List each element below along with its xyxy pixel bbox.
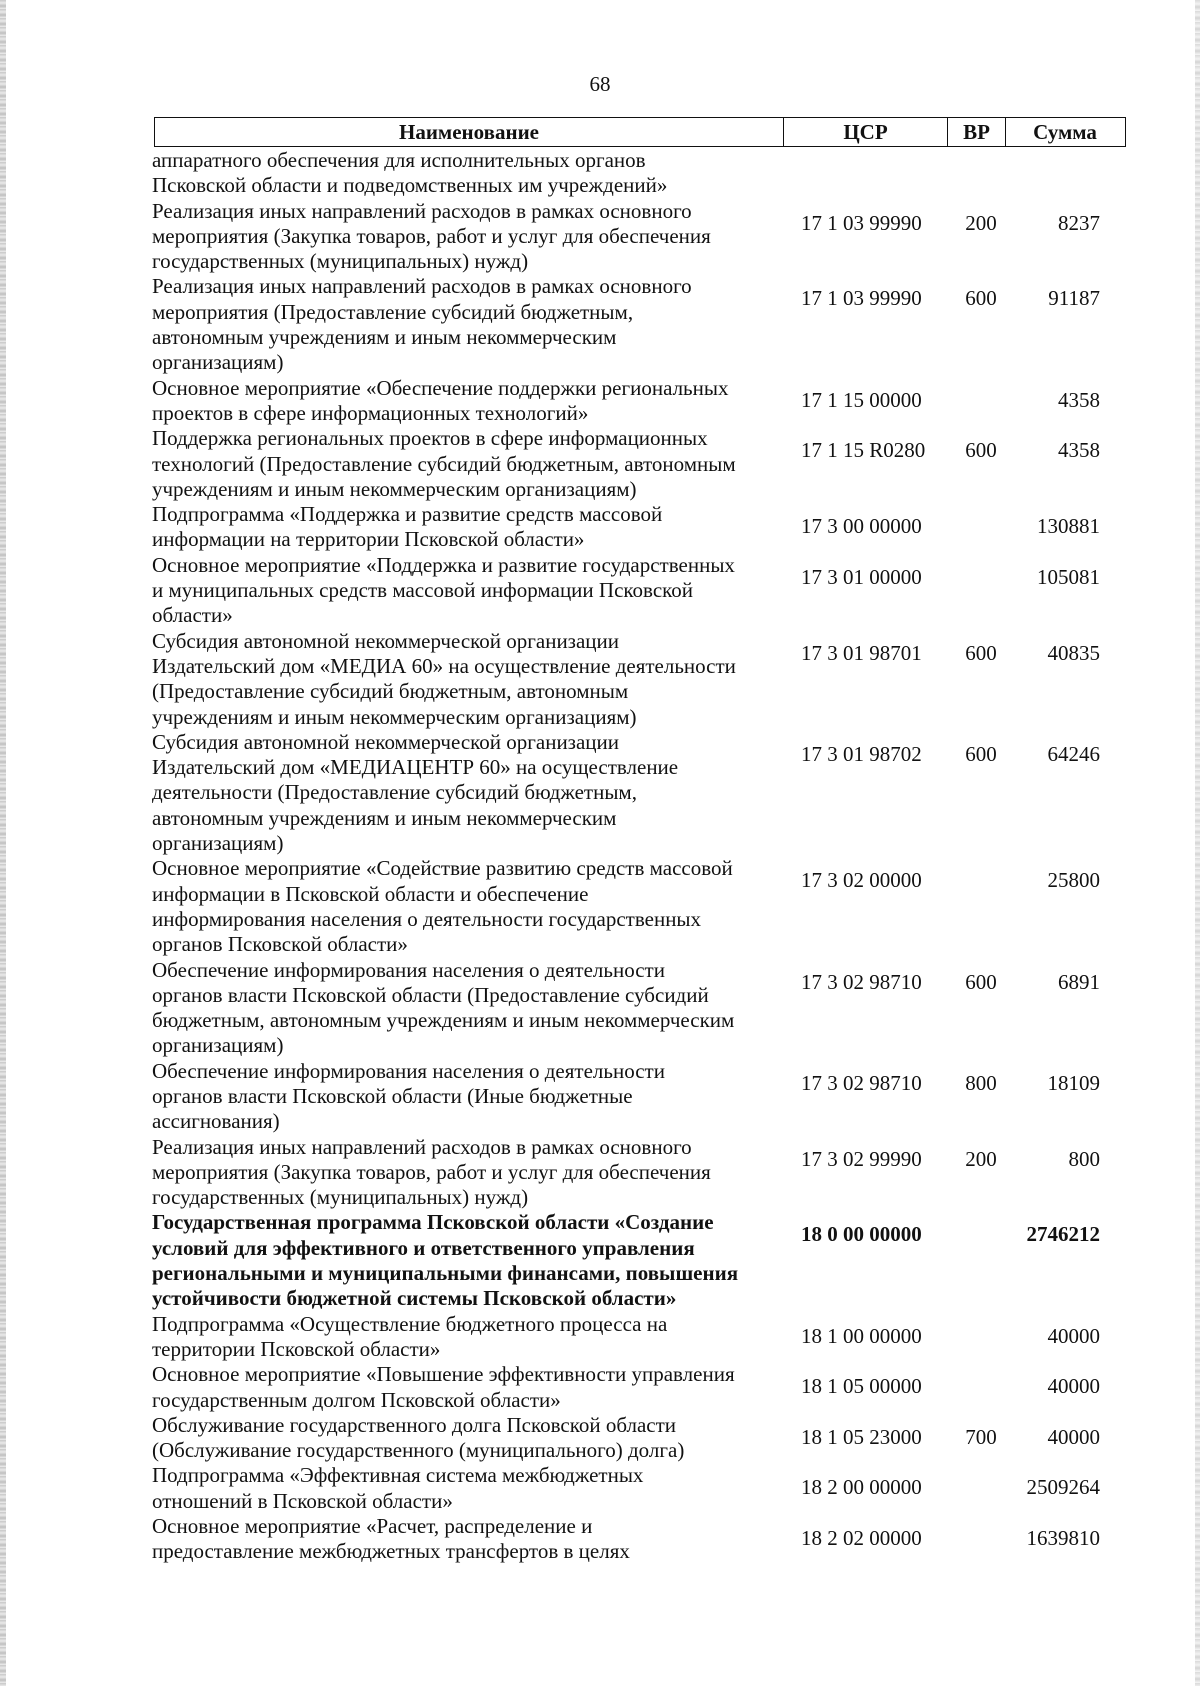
row-sum: 130881 [1037, 514, 1100, 539]
row-name-line: Обеспечение информирования населения о деятельности [152, 957, 665, 982]
row-name-line: устойчивости бюджетной системы Псковской области» [152, 1286, 677, 1311]
row-name-line: организациям) [152, 1033, 284, 1058]
row-name [152, 274, 784, 375]
row-name-line: информации на территории Псковской области» [152, 527, 585, 552]
row-sum: 8237 [1058, 210, 1100, 235]
row-name-line: Подпрограмма «Осуществление бюджетного процесса на [152, 1311, 668, 1336]
row-name-line: проектов в сфере информационных технологий» [152, 400, 589, 425]
row-name [152, 426, 784, 502]
row-vr: 600 [965, 969, 997, 994]
row-csr: 17 1 03 99990 [801, 210, 922, 235]
row-name [152, 1135, 784, 1211]
row-name-line: Реализация иных направлений расходов в рамках основного [152, 1134, 692, 1159]
row-name-line: информирования населения о деятельности государственных [152, 906, 702, 931]
row-vr: 600 [965, 438, 997, 463]
row-name-line: Издательский дом «МЕДИА 60» на осуществление деятельности [152, 653, 736, 678]
row-sum: 40000 [1047, 1374, 1100, 1399]
row-csr: 18 2 02 00000 [801, 1526, 922, 1551]
row-csr: 17 3 02 00000 [801, 868, 922, 893]
row-name-line: органов власти Псковской области (Иные бюджетные [152, 1083, 633, 1108]
row-name-line: Субсидия автономной некоммерческой организации [152, 729, 620, 754]
row-csr: 17 3 00 00000 [801, 514, 922, 539]
row-name [152, 1210, 784, 1311]
row-name-line: территории Псковской области» [152, 1336, 441, 1361]
row-name-line: Основное мероприятие «Обеспечение поддержки региональных [152, 375, 729, 400]
row-sum: 40000 [1047, 1424, 1100, 1449]
table-row [152, 199, 1132, 275]
row-vr: 600 [965, 286, 997, 311]
table-row [152, 426, 1132, 502]
row-name-line: региональными и муниципальными финансами, повышения [152, 1261, 739, 1286]
row-name [152, 1463, 784, 1514]
row-csr: 17 1 03 99990 [801, 286, 922, 311]
row-csr: 17 3 02 99990 [801, 1146, 922, 1171]
row-sum: 25800 [1047, 868, 1100, 893]
row-name-line: государственным долгом Псковской области» [152, 1387, 561, 1412]
row-name [152, 1312, 784, 1363]
table-row [152, 1463, 1132, 1514]
row-vr: 200 [965, 1146, 997, 1171]
row-name-line: Поддержка региональных проектов в сфере информационных [152, 426, 708, 451]
table-row [152, 553, 1132, 629]
row-csr: 18 1 05 00000 [801, 1374, 922, 1399]
scan-edge-right [1195, 0, 1200, 1686]
row-sum: 2746212 [1026, 1222, 1100, 1247]
row-sum: 4358 [1058, 387, 1100, 412]
row-name-line: бюджетным, автономным учреждениям и иным некоммерческим [152, 1008, 735, 1033]
row-name-line: Реализация иных направлений расходов в рамках основного [152, 274, 692, 299]
row-name-line: и муниципальных средств массовой информации Псковской [152, 578, 694, 603]
table-row [152, 1210, 1132, 1311]
table-row [152, 376, 1132, 427]
row-name [152, 856, 784, 957]
table-row [152, 274, 1132, 375]
row-csr: 18 1 05 23000 [801, 1424, 922, 1449]
row-name-line: (Обслуживание государственного (муниципального) долга) [152, 1438, 685, 1463]
row-csr: 18 1 00 00000 [801, 1323, 922, 1348]
scan-edge-left [0, 0, 6, 1686]
row-name-line: Обеспечение информирования населения о деятельности [152, 1058, 665, 1083]
row-name [152, 629, 784, 730]
row-name-line: учреждениям и иным некоммерческим организациям) [152, 704, 637, 729]
column-header-vr: ВР [948, 118, 1006, 146]
row-csr: 17 3 02 98710 [801, 1070, 922, 1095]
row-name-line: Основное мероприятие «Поддержка и развитие государственных [152, 552, 735, 577]
row-sum: 800 [1068, 1146, 1100, 1171]
row-name-line: Псковской области и подведомственных им учреждений» [152, 173, 668, 198]
row-sum: 4358 [1058, 438, 1100, 463]
row-csr: 18 2 00 00000 [801, 1475, 922, 1500]
row-name-line: Государственная программа Псковской области «Создание [152, 1210, 714, 1235]
table-row [152, 730, 1132, 856]
row-name-line: учреждениям и иным некоммерческим организациям) [152, 476, 637, 501]
row-name-line: условий для эффективного и ответственного управления [152, 1235, 695, 1260]
row-name-line: автономным учреждениям и иным некоммерческим [152, 325, 617, 350]
row-name [152, 199, 784, 275]
row-name-line: автономным учреждениям и иным некоммерческим [152, 805, 617, 830]
table-row [152, 629, 1132, 730]
row-name-line: области» [152, 603, 233, 628]
row-name [152, 958, 784, 1059]
row-name-line: органов власти Псковской области (Предоставление субсидий [152, 982, 709, 1007]
row-name-line: Обслуживание государственного долга Псковской области [152, 1412, 677, 1437]
row-sum: 40835 [1047, 640, 1100, 665]
row-name [152, 553, 784, 629]
row-name-line: Подпрограмма «Поддержка и развитие средств массовой [152, 502, 663, 527]
row-csr: 17 3 01 98702 [801, 741, 922, 766]
row-name-line: мероприятия (Закупка товаров, работ и услуг для обеспечения [152, 223, 711, 248]
row-name-line: Подпрограмма «Эффективная система межбюджетных [152, 1463, 644, 1488]
table-row [152, 1514, 1132, 1565]
row-name-line: Основное мероприятие «Расчет, распределение и [152, 1514, 593, 1539]
table-row [152, 1135, 1132, 1211]
row-csr: 17 3 01 98701 [801, 640, 922, 665]
row-name-line: информации в Псковской области и обеспечение [152, 881, 589, 906]
row-sum: 40000 [1047, 1323, 1100, 1348]
row-name-line: аппаратного обеспечения для исполнительных органов [152, 148, 646, 172]
row-vr: 200 [965, 210, 997, 235]
row-sum: 91187 [1048, 286, 1100, 311]
row-name-line: Реализация иных направлений расходов в рамках основного [152, 198, 692, 223]
row-name-line: организациям) [152, 350, 284, 375]
row-name-line: Основное мероприятие «Содействие развитию средств массовой [152, 856, 733, 881]
row-name-line: государственных (муниципальных) нужд) [152, 249, 529, 274]
row-name-line: ассигнования) [152, 1109, 280, 1134]
row-csr: 17 1 15 R0280 [801, 438, 926, 463]
row-vr: 700 [965, 1424, 997, 1449]
row-name-line: технологий (Предоставление субсидий бюджетным, автономным [152, 451, 736, 476]
row-csr: 18 0 00 00000 [801, 1222, 922, 1247]
table-header [154, 117, 1126, 147]
row-name [152, 1059, 784, 1135]
row-name [152, 730, 784, 856]
table-row [152, 856, 1132, 957]
column-header-sum: Сумма [1033, 120, 1097, 144]
row-name-line: деятельности (Предоставление субсидий бюджетным, [152, 780, 637, 805]
table-row [152, 1059, 1132, 1135]
row-csr: 17 3 02 98710 [801, 969, 922, 994]
column-header-csr: ЦСР [784, 118, 948, 146]
table-row [152, 958, 1132, 1059]
row-name-line: (Предоставление субсидий бюджетным, автономным [152, 679, 629, 704]
row-name-line: мероприятия (Закупка товаров, работ и услуг для обеспечения [152, 1159, 711, 1184]
row-name-line: организациям) [152, 831, 284, 856]
row-name [152, 502, 784, 553]
row-name [152, 1362, 784, 1413]
row-name-line: органов Псковской области» [152, 932, 408, 957]
row-sum: 2509264 [1026, 1475, 1100, 1500]
budget-table-body [152, 148, 1132, 1565]
row-name-line: государственных (муниципальных) нужд) [152, 1185, 529, 1210]
row-vr: 600 [965, 741, 997, 766]
row-name-line: предоставление межбюджетных трансфертов в целях [152, 1539, 630, 1564]
row-name [152, 1514, 784, 1565]
page-number: 68 [589, 72, 611, 96]
table-row [152, 148, 1132, 199]
row-name [152, 376, 784, 427]
column-header-name: Наименование [155, 118, 784, 146]
row-sum: 18109 [1047, 1070, 1100, 1095]
row-sum: 64246 [1047, 741, 1100, 766]
table-row [152, 502, 1132, 553]
row-vr: 800 [965, 1070, 997, 1095]
table-row [152, 1312, 1132, 1363]
table-row [152, 1413, 1132, 1464]
row-csr: 17 1 15 00000 [801, 387, 922, 412]
table-row [152, 1362, 1132, 1413]
row-csr: 17 3 01 00000 [801, 564, 922, 589]
row-sum: 1639810 [1026, 1526, 1100, 1551]
row-name-line: Субсидия автономной некоммерческой организации [152, 628, 620, 653]
row-name-line: отношений в Псковской области» [152, 1488, 453, 1513]
row-vr: 600 [965, 640, 997, 665]
row-sum: 105081 [1037, 564, 1100, 589]
row-sum: 6891 [1058, 969, 1100, 994]
row-name [152, 1413, 784, 1464]
row-name [152, 148, 784, 199]
row-name-line: Основное мероприятие «Повышение эффективности управления [152, 1362, 735, 1387]
row-name-line: Издательский дом «МЕДИАЦЕНТР 60» на осуществление [152, 755, 679, 780]
row-name-line: мероприятия (Предоставление субсидий бюджетным, [152, 299, 634, 324]
